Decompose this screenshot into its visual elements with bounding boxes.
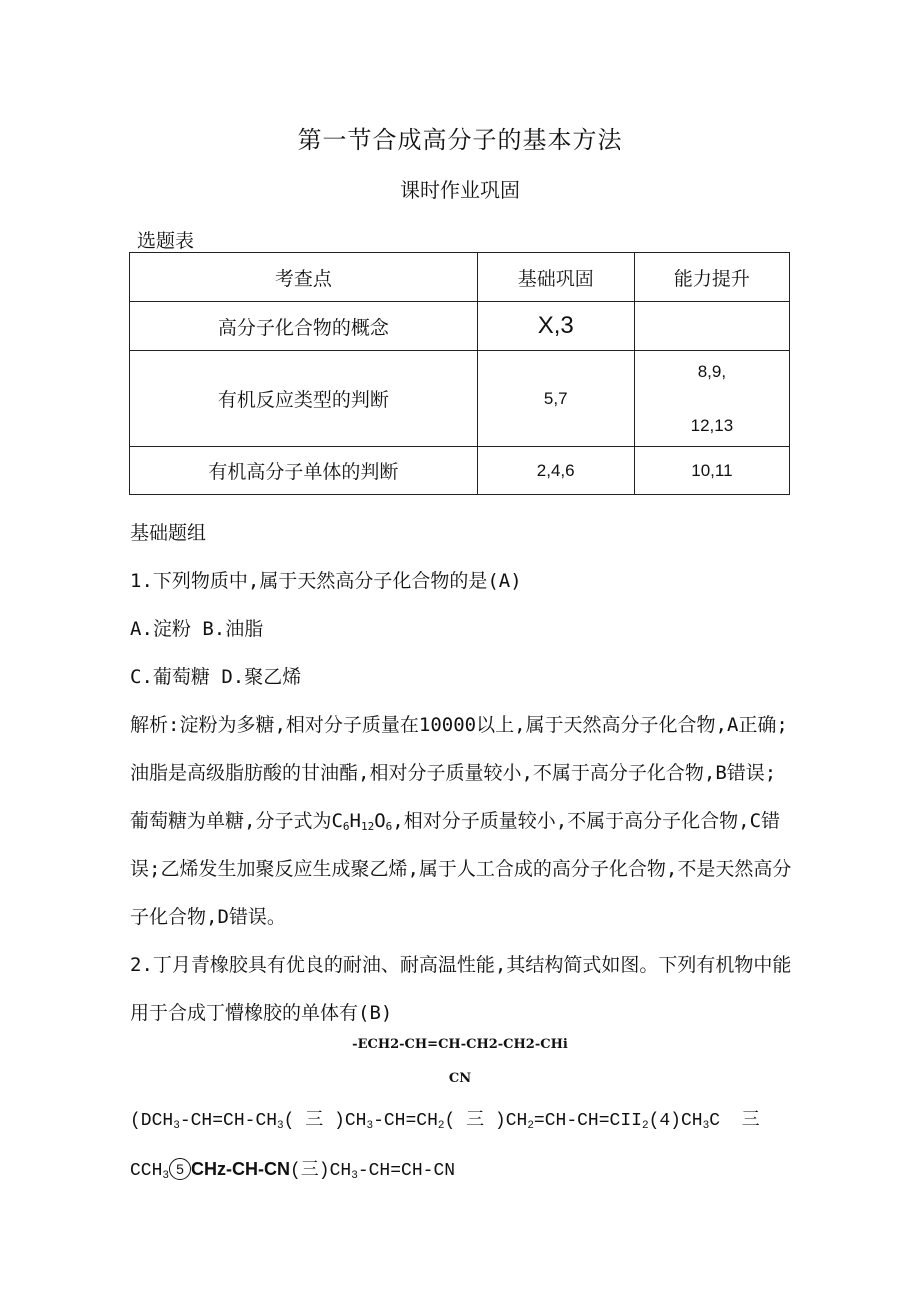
- subscript: 3: [351, 1170, 358, 1182]
- table-cell-basic: X,3: [477, 302, 634, 351]
- subscript: 6: [342, 820, 350, 833]
- monomer-text: -CH=CH: [373, 1111, 438, 1131]
- question-1-stem: 1.下列物质中,属于天然高分子化合物的是(A): [130, 570, 522, 592]
- table-cell-basic: 5,7: [477, 351, 634, 447]
- subscript: 3: [173, 1120, 180, 1132]
- table-cell-line: 12,13: [690, 415, 734, 435]
- monomer-text: CCH: [130, 1161, 163, 1181]
- subscript: 6: [385, 820, 393, 833]
- circled-number-icon: 5: [169, 1158, 191, 1180]
- table-row: [130, 351, 790, 447]
- subscript: 2: [641, 1120, 649, 1132]
- table-caption: 选题表: [137, 230, 195, 252]
- monomer-line: [130, 1097, 795, 1145]
- question-block: [130, 509, 795, 1037]
- monomer-text: -CH=CH-CH: [179, 1111, 278, 1131]
- question-1-options: A.淀粉 B.油脂: [130, 618, 264, 640]
- table-cell-advanced: [634, 302, 789, 351]
- column-header: 考查点: [130, 253, 478, 302]
- table-cell-basic: 2,4,6: [477, 447, 634, 495]
- monomer-options: [130, 1097, 795, 1195]
- selection-table: [129, 252, 790, 495]
- table-cell-topic: 高分子化合物的概念: [130, 302, 478, 351]
- table-header-row: [130, 253, 790, 302]
- page-subtitle: 课时作业巩固: [400, 178, 520, 202]
- table-cell-topic: 有机高分子单体的判断: [130, 447, 478, 495]
- question-1-analysis: [130, 701, 795, 941]
- subscript: 3: [277, 1120, 284, 1132]
- page-title: 第一节合成高分子的基本方法: [297, 126, 623, 154]
- table-cell-topic: 有机反应类型的判断: [130, 351, 478, 447]
- analysis-text: ,相对分子质量较小,不属于高分子化合物,C错误;乙烯发生加聚反应生成聚乙烯,属于人工合成的高分子化合物,不是天然高分子化合物,D错误。: [130, 810, 792, 928]
- monomer-text: (三)CH: [290, 1161, 352, 1181]
- table-cell-advanced: [634, 351, 789, 447]
- monomer-text: (4)CH: [648, 1111, 703, 1131]
- analysis-text: 解析:淀粉为多糖,相对分子质量在10000以上,属于天然高分子化合物,A正确;油脂是高级脂肪酸的甘油酯,相对分子质量较小,不属于高分子化合物,B错误;葡萄糖为单糖,分子式为C: [130, 714, 788, 832]
- formula-element: O: [374, 810, 386, 832]
- monomer-text: CHz-CH-CN: [191, 1159, 290, 1179]
- monomer-text: C 三: [709, 1111, 760, 1131]
- monomer-text: -CH=CH-CN: [357, 1161, 456, 1181]
- table-cell-advanced: 10,11: [634, 447, 789, 495]
- question-1-options: C.葡萄糖 D.聚乙烯: [130, 666, 302, 688]
- monomer-text: ( 三 )CH: [283, 1111, 367, 1131]
- column-header: 能力提升: [634, 253, 789, 302]
- structural-formula-substituent: CN: [448, 1071, 472, 1086]
- structural-formula: -ECH2-CH=CH-CH2-CH2-CHi: [352, 1037, 568, 1052]
- section-heading: 基础题组: [130, 522, 207, 544]
- table-row: [130, 447, 790, 495]
- column-header: 基础巩固: [477, 253, 634, 302]
- subscript: 3: [702, 1120, 710, 1132]
- subscript: 2: [437, 1120, 445, 1132]
- monomer-text: (DCH: [130, 1111, 174, 1131]
- subscript: 12: [360, 820, 375, 833]
- table-cell-line: 8,9,: [697, 361, 727, 381]
- monomer-line: [130, 1145, 795, 1195]
- subscript: 3: [162, 1170, 170, 1182]
- subscript: 2: [527, 1120, 534, 1132]
- question-2-stem: 2.丁月青橡胶具有优良的耐油、耐高温性能,其结构简式如图。下列有机物中能用于合成丁懵橡胶的单体有(B): [130, 954, 792, 1024]
- subscript: 3: [366, 1120, 374, 1132]
- monomer-text: =CH-CH=CII: [533, 1111, 642, 1131]
- monomer-text: ( 三 )CH: [444, 1111, 528, 1131]
- formula-element: H: [349, 810, 361, 832]
- table-row: [130, 302, 790, 351]
